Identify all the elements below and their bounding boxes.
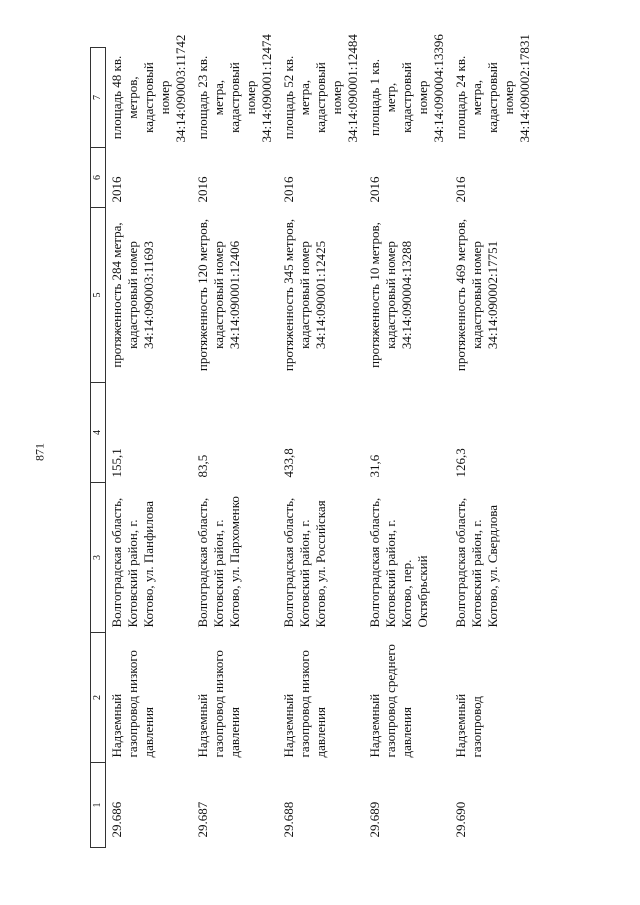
object-length: протяженность 345 метров, кадастровый номер 34:14:090001:12425 (281, 218, 328, 372)
object-year: 2016 (195, 176, 210, 203)
table-row (278, 48, 364, 848)
object-length: протяженность 120 метров, кадастровый номер 34:14:090001:12406 (195, 218, 242, 372)
object-address: Волгоградская область, Котовский район, г. Котово, ул. Российская (281, 497, 328, 628)
table-row (106, 48, 193, 848)
column-number: 2 (91, 633, 106, 763)
object-name: Надземный газопровод низкого давления (195, 650, 242, 758)
object-address: Волгоградская область, Котовский район, г. Котово, ул. Панфилова (109, 497, 156, 628)
object-area: площадь 48 кв. метров, кадастровый номер 34:14:090003:11742 (109, 34, 188, 143)
page-number: 871 (32, 443, 47, 461)
object-area: площадь 52 кв. метра, кадастровый номер 34:14:090001:12484 (281, 34, 360, 143)
object-address: Волгоградская область, Котовский район, г. Котово, пер. Октябрьский (367, 497, 430, 628)
table-row (450, 48, 536, 848)
object-value: 155,1 (109, 448, 124, 478)
object-value: 83,5 (195, 454, 210, 478)
registry-sheet (90, 34, 560, 848)
column-number: 7 (91, 48, 106, 148)
object-name: Надземный газопровод (453, 693, 484, 758)
column-number: 1 (91, 763, 106, 848)
object-name: Надземный газопровод низкого давления (281, 650, 328, 758)
item-number: 29.690 (453, 801, 468, 838)
object-value: 126,3 (453, 448, 468, 478)
column-number-row (91, 48, 106, 848)
registry-table (90, 34, 536, 848)
object-value: 31,6 (367, 454, 382, 478)
object-area: площадь 23 кв. метра, кадастровый номер 34:14:090001:12474 (195, 34, 274, 143)
column-number: 5 (91, 208, 106, 383)
object-year: 2016 (281, 176, 296, 203)
column-number: 4 (91, 383, 106, 483)
object-year: 2016 (109, 176, 124, 203)
object-length: протяженность 10 метров, кадастровый номер 34:14:090004:13288 (367, 222, 414, 368)
object-area: площадь 1 кв. метр, кадастровый номер 34:14:090004:13396 (367, 34, 446, 143)
object-year: 2016 (367, 176, 382, 203)
object-length: протяженность 469 метров, кадастровый номер 34:14:090002:17751 (453, 218, 500, 372)
table-row (192, 48, 278, 848)
object-area: площадь 24 кв. метра, кадастровый номер 34:14:090002:17831 (453, 34, 532, 143)
item-number: 29.686 (109, 801, 124, 838)
item-number: 29.688 (281, 801, 296, 838)
column-number: 6 (91, 148, 106, 208)
object-address: Волгоградская область, Котовский район, г. Котово, ул. Свердлова (453, 497, 500, 628)
object-value: 433,8 (281, 448, 296, 478)
object-name: Надземный газопровод низкого давления (109, 650, 156, 758)
object-year: 2016 (453, 176, 468, 203)
table-row (364, 48, 450, 848)
object-length: протяженность 284 метра, кадастровый номер 34:14:090003:11693 (109, 222, 156, 368)
item-number: 29.687 (195, 801, 210, 838)
object-address: Волгоградская область, Котовский район, г. Котово, ул. Пархоменко (195, 496, 242, 628)
column-number: 3 (91, 483, 106, 633)
item-number: 29.689 (367, 801, 382, 838)
object-name: Надземный газопровод среднего давления (367, 644, 414, 758)
